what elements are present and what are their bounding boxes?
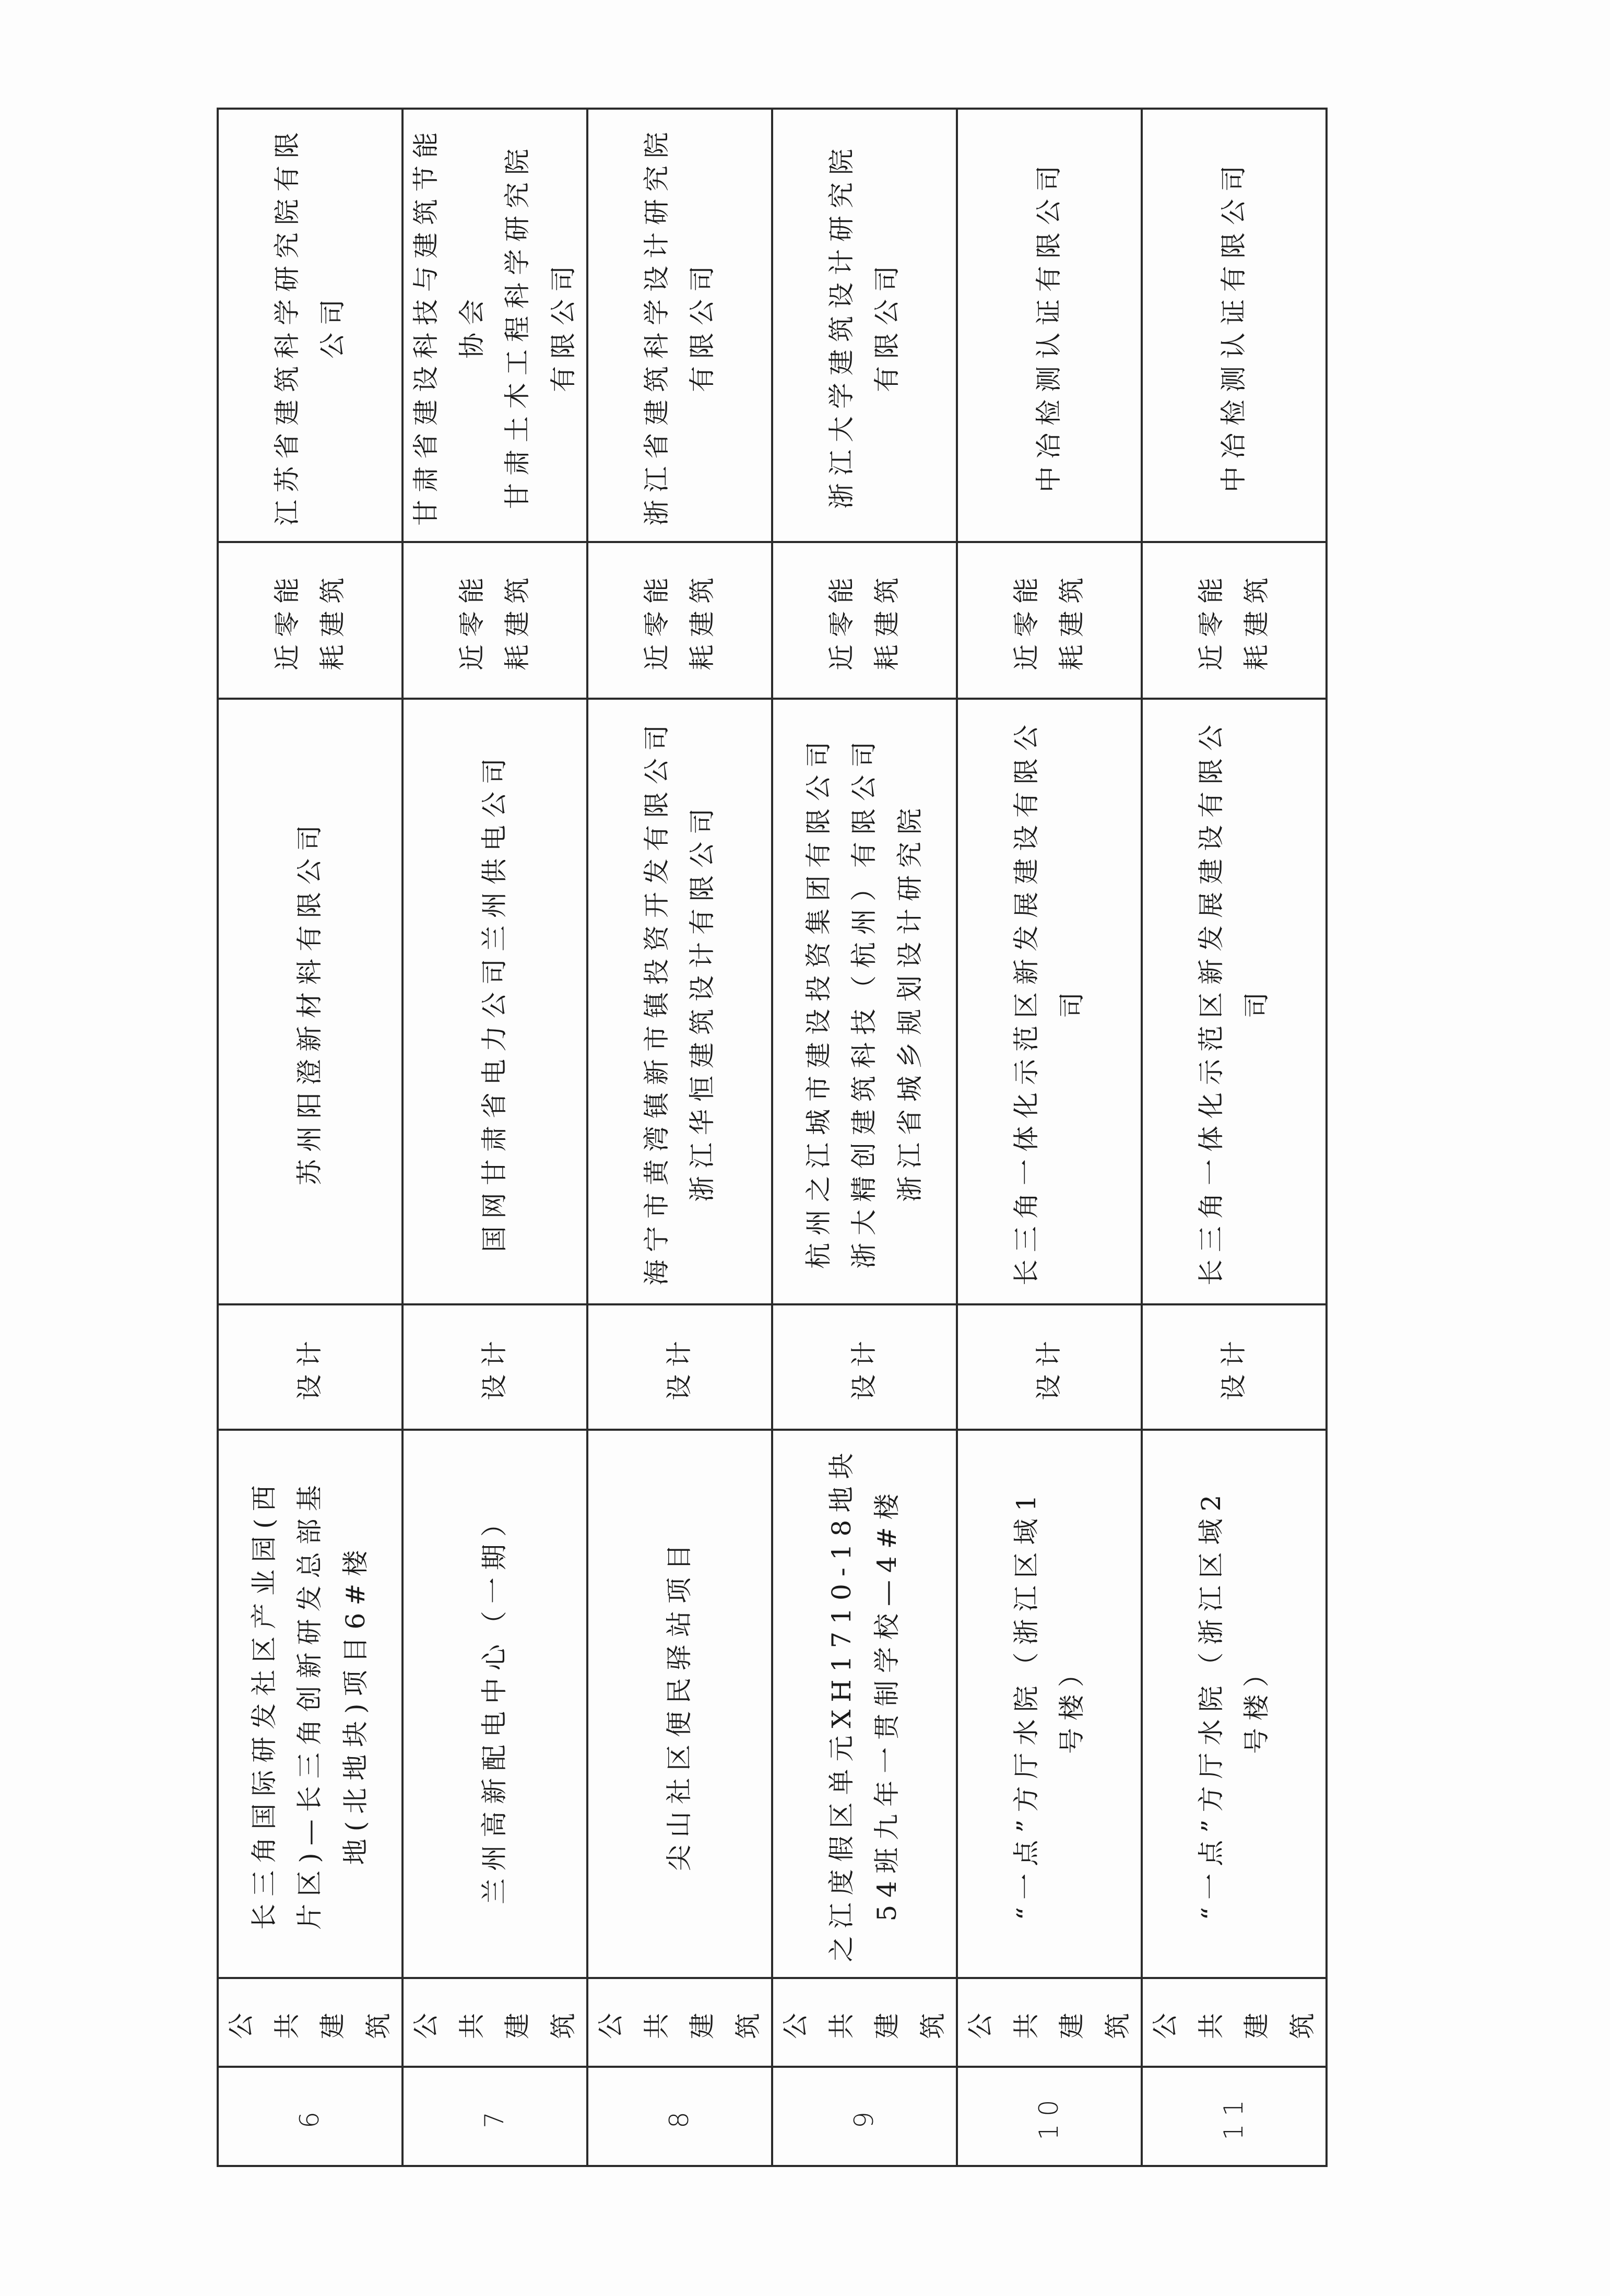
table-row [218,109,402,2166]
project-name-cell [402,1430,587,1978]
goal-cell-line: 近零能 [271,570,302,670]
stage-cell: 设计 [587,1304,772,1430]
building-type-cell-line: 建筑 [687,2006,763,2039]
building-type-cell-line: 公共 [1150,2006,1226,2039]
goal-cell-line: 近零能 [1011,570,1041,670]
goal-cell-line: 耗建筑 [1057,570,1087,670]
goal-cell-line: 近零能 [456,570,487,670]
row-number-cell: 8 [587,2067,772,2166]
consultant-cell-line: 甘肃省建设科技与建筑节能协会 [411,125,487,526]
project-name-cell [957,1430,1142,1978]
goal-cell [1142,542,1327,699]
table-row [402,109,587,2166]
building-type-cell-line: 公共 [780,2006,857,2039]
consultant-cell [587,109,772,542]
row-number-cell: 9 [772,2067,957,2166]
row-number-cell: 10 [957,2067,1142,2166]
consultant-cell [772,109,957,542]
builder-cell-line: 苏州阳澄新材料有限公司 [294,818,325,1185]
builder-cell [587,699,772,1304]
project-name-cell-line: “一点”方厅水院（浙江区域1 [1011,1487,1041,1921]
builder-cell [772,699,957,1304]
consultant-cell-line: 甘肃土木工程科学研究院 [502,142,532,509]
building-type-cell-line: 建筑 [502,2006,578,2039]
consultant-cell [402,109,587,542]
goal-cell-line: 耗建筑 [687,570,717,670]
row-number-cell: 11 [1142,2067,1327,2166]
builder-cell [402,699,587,1304]
goal-cell [957,542,1142,699]
goal-cell [772,542,957,699]
building-type-cell-line: 公共 [965,2006,1041,2039]
row-number-cell: 7 [402,2067,587,2166]
project-name-cell [1142,1430,1327,1978]
consultant-cell [218,109,402,542]
building-type-cell-line: 建筑 [1057,2006,1133,2039]
table-row [1142,109,1327,2166]
goal-cell-line: 耗建筑 [1241,570,1272,670]
builder-cell-line: 长三角一体化示范区新发展建设有限公司 [1195,717,1272,1286]
goal-cell-line: 耗建筑 [872,570,902,670]
goal-cell [587,542,772,699]
builder-cell [1142,699,1327,1304]
stage-cell: 设计 [957,1304,1142,1430]
builder-cell-line: 浙大精创建筑科技（杭州）有限公司 [849,734,880,1269]
consultant-cell [957,109,1142,542]
building-type-cell-line: 公共 [411,2006,487,2039]
consultant-cell [1142,109,1327,542]
project-name-cell-line: 号楼） [1241,1654,1272,1754]
builder-cell-line: 海宁市黄湾镇新市镇投资开发有限公司 [641,717,672,1286]
table-row [587,109,772,2166]
stage-cell: 设计 [1142,1304,1327,1430]
consultant-cell-line: 有限公司 [687,258,717,392]
consultant-cell-line: 浙江大学建筑设计研究院 [826,142,857,509]
table-body [218,109,1327,2166]
building-type-cell-line: 公共 [226,2006,302,2039]
project-name-cell [587,1430,772,1978]
building-type-cell [772,1978,957,2067]
consultant-cell-line: 中冶检测认证有限公司 [1034,158,1064,492]
goal-cell [402,542,587,699]
consultant-cell-line: 浙江省建筑科学设计研究院 [641,125,672,526]
building-type-cell-line: 建筑 [317,2006,394,2039]
building-type-cell [1142,1978,1327,2067]
builder-cell-line: 长三角一体化示范区新发展建设有限公司 [1011,717,1087,1286]
builder-cell-line: 国网甘肃省电力公司兰州供电公司 [479,751,510,1252]
project-name-cell-line: “一点”方厅水院（浙江区域2 [1195,1487,1226,1921]
building-type-cell [957,1978,1142,2067]
building-type-cell-line: 建筑 [872,2006,948,2039]
table-row [957,109,1142,2166]
builder-cell-line: 杭州之江城市建设投资集团有限公司 [803,734,834,1269]
consultant-cell-line: 有限公司 [872,258,902,392]
goal-cell-line: 耗建筑 [317,570,348,670]
builder-cell-line: 浙江省城乡规划设计研究院 [894,801,925,1202]
goal-cell-line: 近零能 [641,570,672,670]
consultant-cell-line: 中冶检测认证有限公司 [1218,158,1249,492]
builder-cell [218,699,402,1304]
goal-cell-line: 耗建筑 [502,570,532,670]
building-type-cell [218,1978,402,2067]
rotated-table-frame [217,110,1318,2167]
stage-cell: 设计 [218,1304,402,1430]
project-name-cell [772,1430,957,1978]
project-name-cell-line: 号楼） [1057,1654,1087,1754]
goal-cell-line: 近零能 [1195,570,1226,670]
project-name-cell-line: 片区)—长三角创新研发总部基 [294,1478,325,1930]
goal-cell [218,542,402,699]
project-name-cell-line: 兰州高新配电中心（一期） [479,1503,510,1904]
project-name-cell-line: 54班九年一贯制学校—4#楼 [872,1486,902,1922]
consultant-cell-line: 有限公司 [548,258,578,392]
project-name-cell-line: 之江度假区单元XH1710-18地块 [826,1445,857,1962]
project-name-cell-line: 尖山社区便民驿站项目 [664,1537,695,1871]
builder-cell-line: 浙江华恒建筑设计有限公司 [687,801,717,1202]
consultant-cell-line: 江苏省建筑科学研究院有限公司 [271,125,348,526]
builder-cell [957,699,1142,1304]
building-type-cell [587,1978,772,2067]
project-name-cell-line: 长三角国际研发社区产业园(西 [248,1478,279,1930]
project-name-cell [218,1430,402,1978]
project-table [217,108,1328,2167]
table-row [772,109,957,2166]
stage-cell: 设计 [772,1304,957,1430]
row-number-cell: 6 [218,2067,402,2166]
project-name-cell-line: 地(北地块)项目6#楼 [340,1543,371,1865]
goal-cell-line: 近零能 [826,570,857,670]
building-type-cell [402,1978,587,2067]
building-type-cell-line: 公共 [596,2006,672,2039]
stage-cell: 设计 [402,1304,587,1430]
building-type-cell-line: 建筑 [1241,2006,1318,2039]
